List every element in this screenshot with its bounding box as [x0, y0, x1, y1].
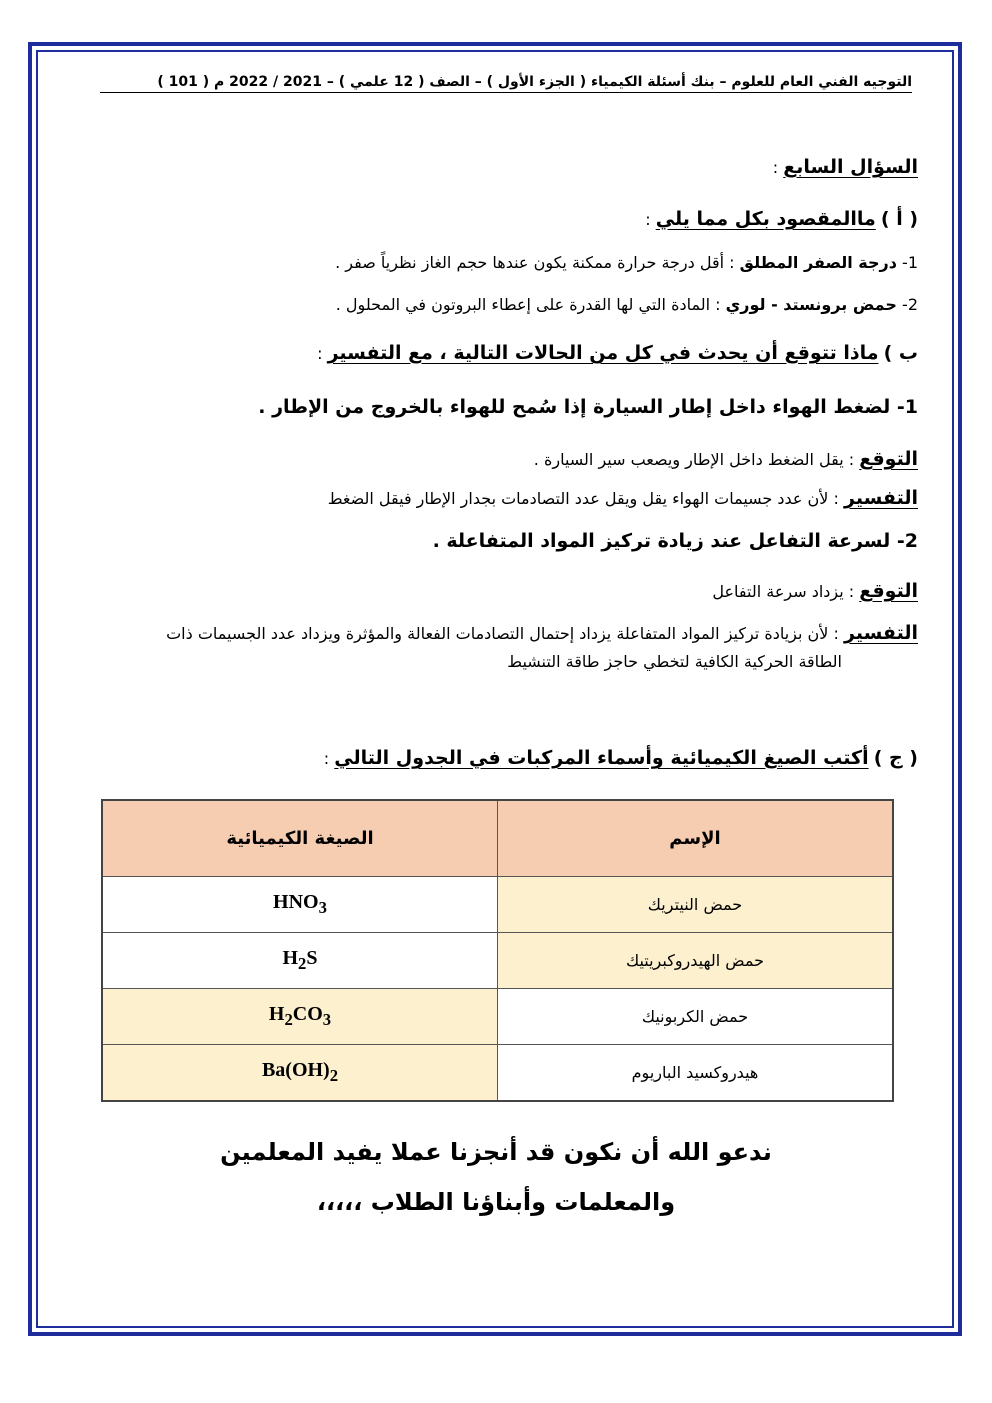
- closing-line-2: والمعلمات وأبناؤنا الطلاب ،،،،،: [316, 1188, 676, 1216]
- definition-text: : المادة التي لها القدرة على إعطاء البروتون في المحلول .: [335, 295, 721, 314]
- table-row: [102, 877, 893, 933]
- expectation-label: التوقع: [859, 448, 918, 470]
- part-c-heading: أكتب الصيغ الكيميائية وأسماء المركبات في الجدول التالي: [334, 747, 869, 769]
- part-a-colon: :: [645, 210, 651, 229]
- formula-subscript: 3: [318, 898, 327, 917]
- part-b-colon: :: [317, 344, 323, 363]
- table-row: [102, 1045, 893, 1102]
- explanation-label: التفسير: [844, 487, 918, 509]
- part-c-heading-line: [324, 747, 918, 769]
- part-a-heading: ماالمقصود بكل مما يلي: [655, 208, 876, 230]
- question-title-line: [773, 156, 918, 178]
- part-c-marker: ( ج ): [873, 747, 918, 769]
- column-header-formula: الصيغة الكيميائية: [102, 800, 498, 877]
- question-title: السؤال السابع: [783, 156, 918, 178]
- part-b-heading-line: [317, 342, 918, 364]
- definition-text: : أقل درجة حرارة ممكنة يكون عندها حجم الغاز نظرياً صفر .: [335, 253, 735, 272]
- page-header: التوجيه الفني العام للعلوم – بنك أسئلة الكيمياء ( الجزء الأول ) – الصف ( 12 علمي ) – 2021 / 2022 م ( 101 ): [100, 74, 912, 93]
- definition-term: حمض برونستد - لوري: [725, 295, 897, 314]
- definition-item-2: [336, 295, 918, 314]
- explanation-text: : لأن بزيادة تركيز المواد المتفاعلة يزداد إحتمال التصادمات الفعالة والمؤثرة ويزداد عدد الجسيمات ذات: [166, 624, 839, 643]
- question-title-colon: :: [772, 158, 779, 177]
- definition-number: 1-: [902, 253, 918, 272]
- formula-subscript: 2: [284, 1010, 293, 1029]
- compound-formula-cell: [102, 933, 498, 989]
- compound-formula: [282, 947, 318, 973]
- compound-formula: [273, 891, 327, 917]
- compound-formula-cell: [102, 989, 498, 1045]
- formula-subscript: 2: [329, 1066, 339, 1085]
- page-border-inner: [36, 50, 954, 1328]
- explanation-label: التفسير: [844, 622, 918, 644]
- case-1-expectation: [534, 448, 918, 470]
- case-2-expectation: [712, 580, 918, 602]
- table-header-row: [102, 800, 893, 877]
- expectation-text: : يقل الضغط داخل الإطار ويصعب سير السيارة .: [533, 450, 855, 469]
- case-1-explanation: [328, 487, 918, 509]
- case-1-title: 1- لضغط الهواء داخل إطار السيارة إذا سُمح للهواء بالخروج من الإطار .: [258, 396, 918, 418]
- compound-name-cell: حمض الكربونيك: [498, 989, 894, 1045]
- definition-term: درجة الصفر المطلق: [739, 253, 897, 272]
- formula-part: S: [306, 947, 318, 969]
- part-b-marker: ب ): [883, 342, 918, 364]
- formula-part: H: [282, 947, 299, 969]
- part-b-heading: ماذا تتوقع أن يحدث في كل من الحالات التالية ، مع التفسير: [327, 342, 879, 364]
- compounds-table: [101, 799, 894, 1102]
- table-row: [102, 933, 893, 989]
- case-2-title: 2- لسرعة التفاعل عند زيادة تركيز المواد المتفاعلة .: [432, 530, 918, 552]
- definition-number: 2-: [902, 295, 918, 314]
- part-c-colon: :: [323, 749, 330, 768]
- part-a-marker: ( أ ): [880, 208, 918, 230]
- formula-part: Ba(OH): [261, 1059, 330, 1081]
- closing-line-1: ندعو الله أن نكون قد أنجزنا عملا يفيد المعلمين: [220, 1138, 772, 1166]
- case-2-explanation-continued: الطاقة الحركية الكافية لتخطي حاجز طاقة التنشيط: [507, 652, 842, 671]
- formula-part: HNO: [273, 891, 319, 913]
- formula-subscript: 2: [298, 954, 307, 973]
- formula-subscript: 3: [322, 1010, 332, 1029]
- formula-part: CO: [292, 1003, 323, 1025]
- compound-formula: [268, 1003, 332, 1029]
- formula-part: H: [268, 1003, 285, 1025]
- part-a-heading-line: [645, 208, 918, 230]
- compound-name-cell: هيدروكسيد الباريوم: [498, 1045, 894, 1102]
- compound-formula-cell: [102, 1045, 498, 1102]
- definition-item-1: [335, 253, 918, 272]
- expectation-text: : يزداد سرعة التفاعل: [712, 582, 855, 601]
- expectation-label: التوقع: [859, 580, 918, 602]
- explanation-text: : لأن عدد جسيمات الهواء يقل ويقل عدد التصادمات بجدار الإطار فيقل الضغط: [327, 489, 839, 508]
- column-header-name: الإسم: [498, 800, 894, 877]
- compound-formula: [261, 1059, 339, 1085]
- table-row: [102, 989, 893, 1045]
- compound-name-cell: حمض الهيدروكبريتيك: [498, 933, 894, 989]
- compound-name-cell: حمض النيتريك: [498, 877, 894, 933]
- compound-formula-cell: [102, 877, 498, 933]
- case-2-explanation: [166, 622, 918, 644]
